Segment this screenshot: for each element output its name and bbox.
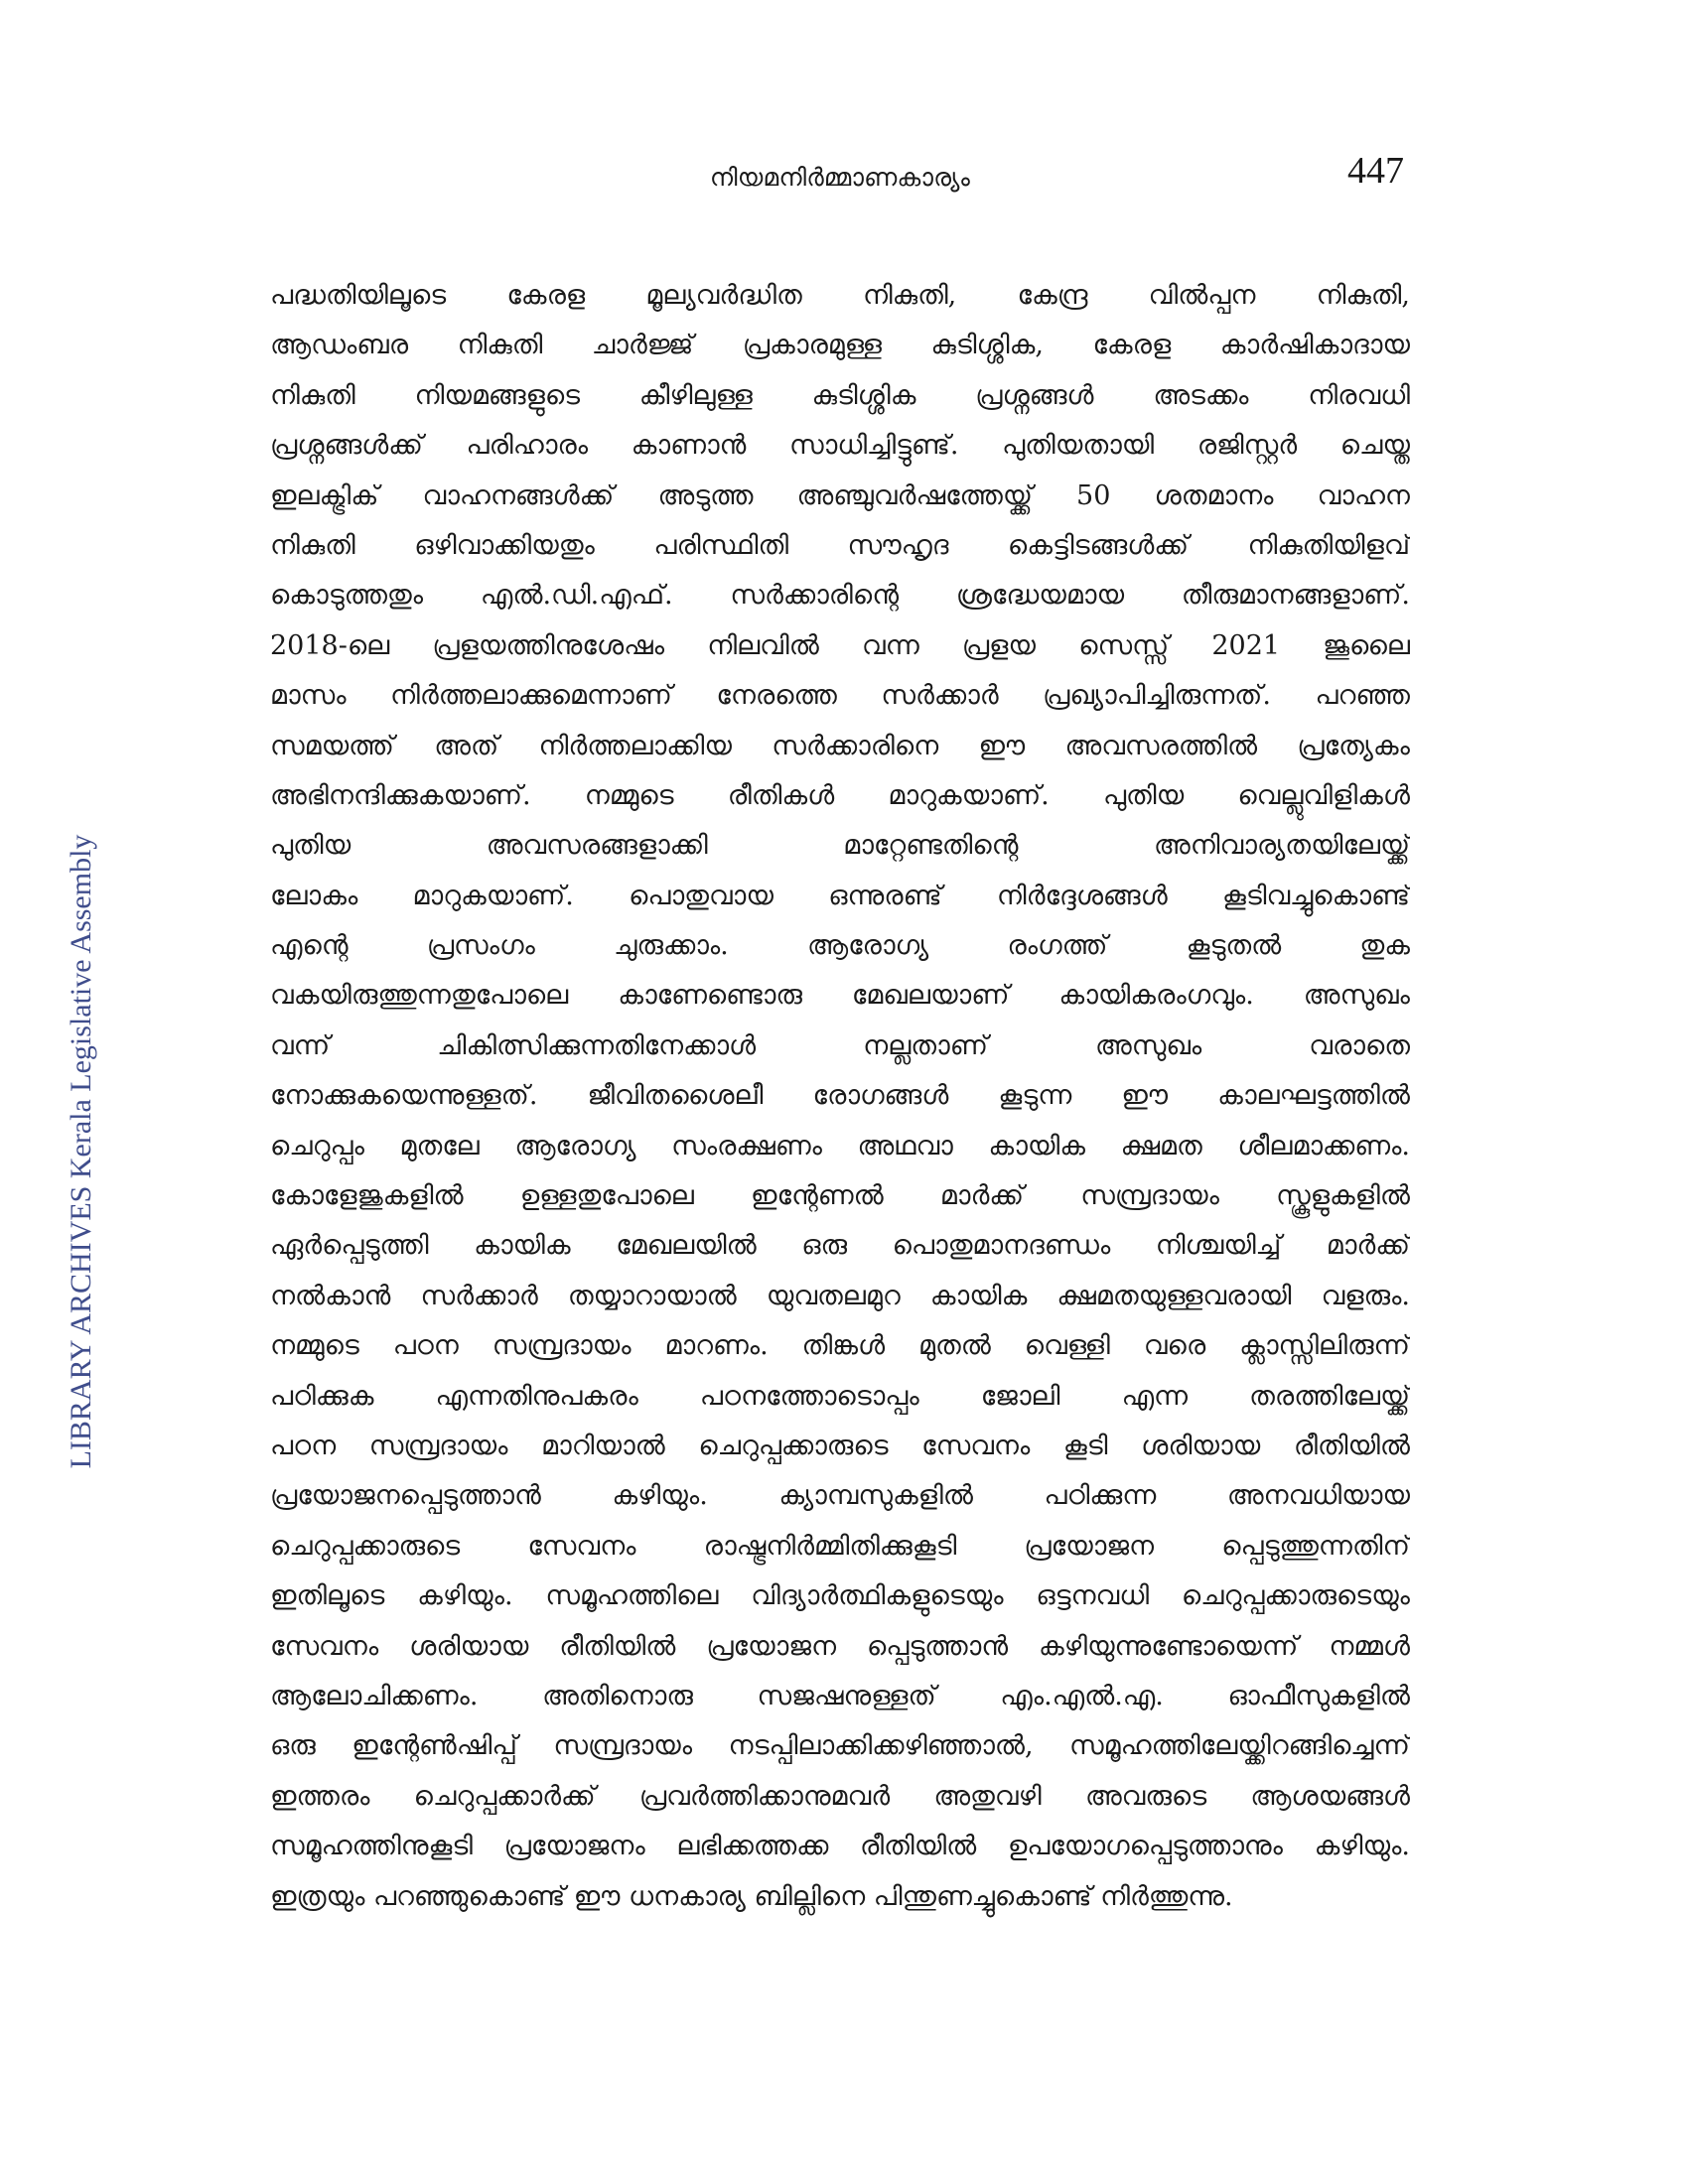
text-line: ഇലക്ട്രിക് വാഹനങ്ങൾക്ക് അടുത്ത അഞ്ചുവർഷത്തേയ്ക്ക് 50 ശതമാനം വാഹന bbox=[270, 479, 1410, 511]
text-line: ചെറുപ്പം മുതലേ ആരോഗ്യ സംരക്ഷണം അഥവാ കായിക ക്ഷമത ശീലമാക്കണം. bbox=[270, 1130, 1410, 1161]
text-line: പദ്ധതിയിലൂടെ കേരള മൂല്യവർദ്ധിത നികുതി, കേന്ദ്ര വിൽപ്പന നികുതി, bbox=[270, 280, 1410, 311]
text-line: എന്റെ പ്രസംഗം ചുരുക്കാം. ആരോഗ്യ രംഗത്ത് കൂടുതൽ തുക bbox=[270, 930, 1410, 962]
text-line: നോക്കുകയെന്നുള്ളത്. ജീവിതശൈലീ രോഗങ്ങൾ കൂടുന്ന ഈ കാലഘട്ടത്തിൽ bbox=[270, 1080, 1410, 1112]
text-line: മാസം നിർത്തലാക്കുമെന്നാണ് നേരത്തെ സർക്കാർ പ്രഖ്യാപിച്ചിരുന്നത്. പറഞ്ഞ bbox=[270, 680, 1410, 712]
text-line: ആലോചിക്കണം. അതിനൊരു സജഷനുള്ളത് എം.എൽ.എ. ഓഫീസുകളിൽ bbox=[270, 1680, 1410, 1711]
text-line: പ്രശ്നങ്ങൾക്ക് പരിഹാരം കാണാൻ സാധിച്ചിട്ടുണ്ട്. പുതിയതായി രജിസ്റ്റർ ചെയ്ത bbox=[270, 430, 1410, 462]
text-line: പുതിയ അവസരങ്ങളാക്കി മാറ്റേണ്ടതിന്റെ അനിവാര്യതയിലേയ്ക്ക് bbox=[270, 830, 1410, 862]
text-line: ഇത്തരം ചെറുപ്പക്കാർക്ക് പ്രവർത്തിക്കാനുമവർ അതുവഴി അവരുടെ ആശയങ്ങൾ bbox=[270, 1780, 1410, 1812]
text-line: ഒരു ഇന്റേൺഷിപ്പ് സമ്പ്രദായം നടപ്പിലാക്കിക്കഴിഞ്ഞാൽ, സമൂഹത്തിലേയ്ക്കിറങ്ങിച്ചെന്ന് bbox=[270, 1730, 1410, 1762]
text-line: ലോകം മാറുകയാണ്. പൊതുവായ ഒന്നുരണ്ട് നിർദ്ദേശങ്ങൾ കൂടിവച്ചുകൊണ്ട് bbox=[270, 880, 1410, 911]
page-number: 447 bbox=[1347, 150, 1404, 192]
text-line: പഠിക്കുക എന്നതിനുപകരം പഠനത്തോടൊപ്പം ജോലി എന്ന തരത്തിലേയ്ക്ക് bbox=[270, 1380, 1410, 1412]
text-line: അഭിനന്ദിക്കുകയാണ്. നമ്മുടെ രീതികൾ മാറുകയാണ്. പുതിയ വെല്ലുവിളികൾ bbox=[270, 779, 1410, 811]
text-line: ഏർപ്പെടുത്തി കായിക മേഖലയിൽ ഒരു പൊതുമാനദണ്ഡം നിശ്ചയിച്ച് മാർക്ക് bbox=[270, 1230, 1410, 1262]
text-line: പ്രയോജനപ്പെടുത്താൻ കഴിയും. ക്യാമ്പസുകളിൽ പഠിക്കുന്ന അനവധിയായ bbox=[270, 1480, 1410, 1512]
text-line: കൊടുത്തതും എൽ.ഡി.എഫ്. സർക്കാരിന്റെ ശ്രദ്ധേയമായ തീരുമാനങ്ങളാണ്. bbox=[270, 580, 1410, 612]
text-line: സമൂഹത്തിനുകൂടി പ്രയോജനം ലഭിക്കത്തക്ക രീതിയിൽ ഉപയോഗപ്പെടുത്താനും കഴിയും. bbox=[270, 1831, 1410, 1862]
text-line: നികുതി ഒഴിവാക്കിയതും പരിസ്ഥിതി സൗഹൃദ കെട്ടിടങ്ങൾക്ക് നികുതിയിളവ് bbox=[270, 529, 1410, 561]
text-line: ഇത്രയും പറഞ്ഞുകൊണ്ട് ഈ ധനകാര്യ ബില്ലിനെ പിന്തുണച്ചുകൊണ്ട് നിർത്തുന്നു. bbox=[270, 1880, 1233, 1912]
text-line: ആഡംബര നികുതി ചാർജ്ജ് പ്രകാരമുള്ള കുടിശ്ശിക, കേരള കാർഷികാദായ bbox=[270, 330, 1410, 361]
body-text bbox=[270, 271, 1410, 1922]
page-header bbox=[270, 149, 1410, 208]
text-line: സമയത്ത് അത് നിർത്തലാക്കിയ സർക്കാരിനെ ഈ അവസരത്തിൽ പ്രത്യേകം bbox=[270, 730, 1410, 761]
text-line: സേവനം ശരിയായ രീതിയിൽ പ്രയോജന പ്പെടുത്താൻ കഴിയുന്നുണ്ടോയെന്ന് നമ്മൾ bbox=[270, 1630, 1410, 1662]
text-line: നികുതി നിയമങ്ങളുടെ കീഴിലുള്ള കുടിശ്ശിക പ്രശ്നങ്ങൾ അടക്കം നിരവധി bbox=[270, 379, 1410, 411]
text-line: നൽകാൻ സർക്കാർ തയ്യാറായാൽ യുവതലമുറ കായിക ക്ഷമതയുള്ളവരായി വളരും. bbox=[270, 1280, 1410, 1311]
archive-watermark: LIBRARY ARCHIVES Kerala Legislative Assembly bbox=[65, 834, 97, 1469]
text-line: കോളേജുകളിൽ ഉള്ളതുപോലെ ഇന്റേണൽ മാർക്ക് സമ്പ്രദായം സ്കൂളുകളിൽ bbox=[270, 1180, 1410, 1212]
text-line: 2018-ലെ പ്രളയത്തിനുശേഷം നിലവിൽ വന്ന പ്രളയ സെസ്സ് 2021 ജൂലൈ bbox=[270, 629, 1410, 661]
text-line: വകയിരുത്തുന്നതുപോലെ കാണേണ്ടൊരു മേഖലയാണ് കായികരംഗവും. അസുഖം bbox=[270, 980, 1410, 1012]
text-line: വന്ന് ചികിത്സിക്കുന്നതിനേക്കാൾ നല്ലതാണ് അസുഖം വരാതെ bbox=[270, 1029, 1410, 1061]
running-title: നിയമനിർമ്മാണകാര്യം bbox=[709, 163, 971, 192]
text-line: ചെറുപ്പക്കാരുടെ സേവനം രാഷ്ട്രനിർമ്മിതിക്കുകൂടി പ്രയോജന പ്പെടുത്തുന്നതിന് bbox=[270, 1530, 1410, 1562]
text-line: നമ്മുടെ പഠന സമ്പ്രദായം മാറണം. തിങ്കൾ മുതൽ വെള്ളി വരെ ക്ലാസ്സിലിരുന്ന് bbox=[270, 1330, 1410, 1362]
text-line: ഇതിലൂടെ കഴിയും. സമൂഹത്തിലെ വിദ്യാർത്ഥികളുടെയും ഒട്ടനവധി ചെറുപ്പക്കാരുടെയും bbox=[270, 1580, 1410, 1612]
text-line: പഠന സമ്പ്രദായം മാറിയാൽ ചെറുപ്പക്കാരുടെ സേവനം കൂടി ശരിയായ രീതിയിൽ bbox=[270, 1430, 1410, 1461]
